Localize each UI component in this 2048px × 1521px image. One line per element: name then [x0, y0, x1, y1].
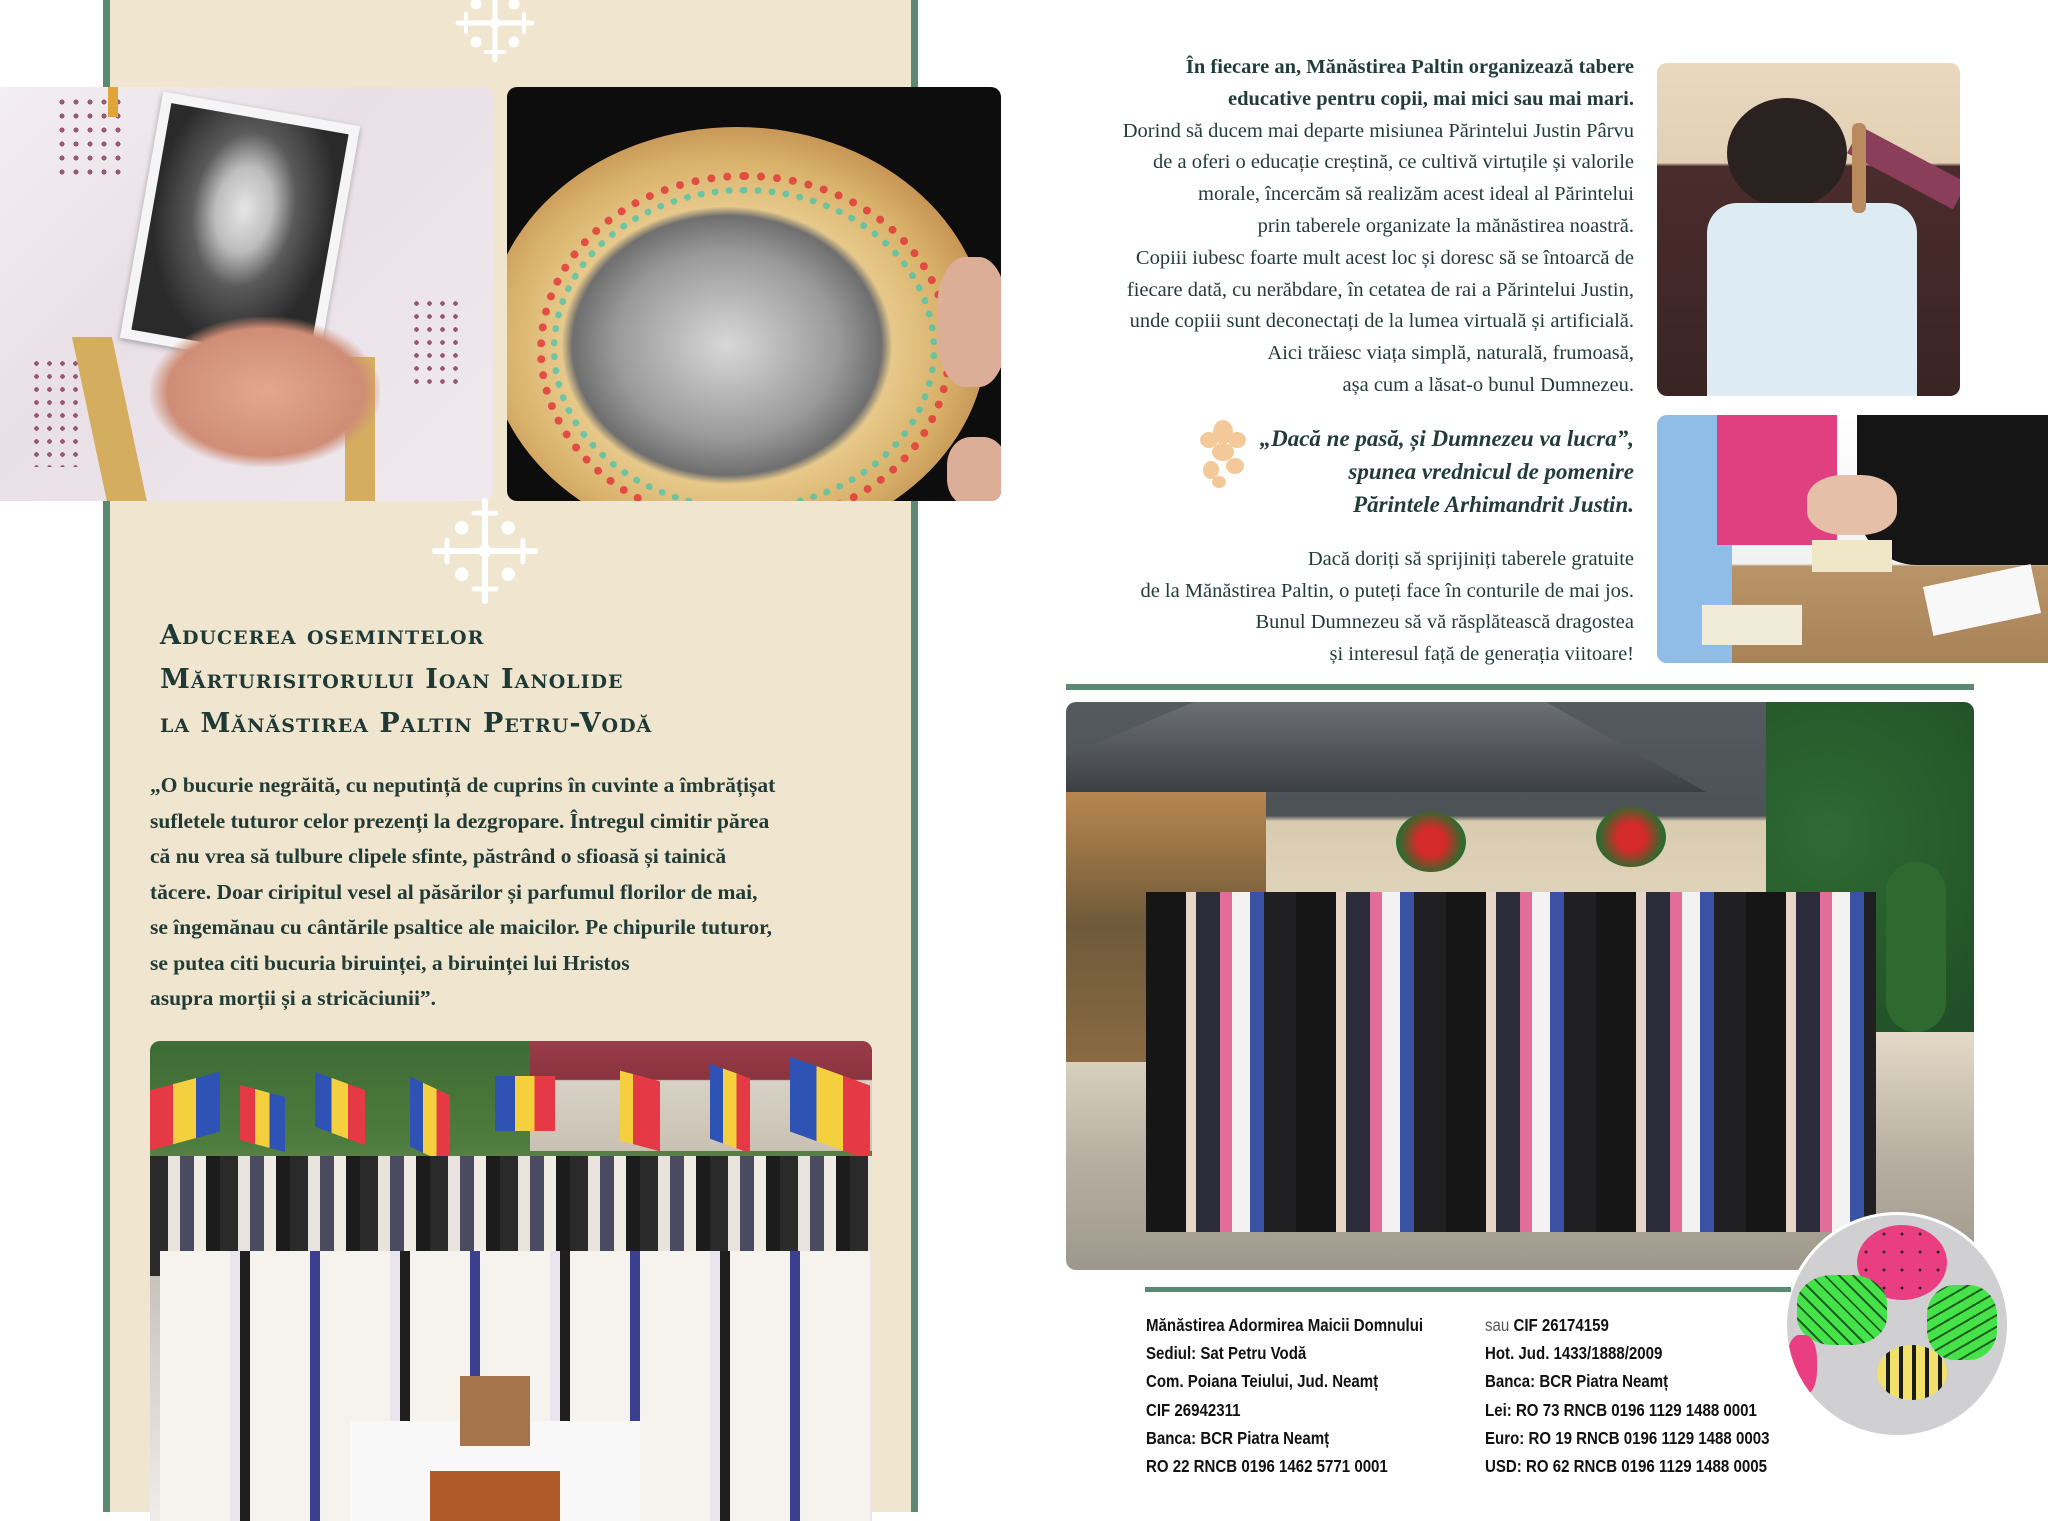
intro-line: morale, încercăm să realizăm acest ideal al Părintelui	[1198, 183, 1634, 206]
photo-coliva-with-portrait	[507, 87, 1001, 501]
flag	[240, 1085, 285, 1152]
flag	[495, 1076, 555, 1131]
intro-line: prin taberele organizate la mănăstirea noastră.	[1257, 214, 1634, 237]
bank-info-line: Sediul: Sat Petru Vodă	[1146, 1343, 1307, 1364]
flag	[315, 1072, 365, 1145]
article-quote	[150, 768, 850, 1017]
iban-line: USD: RO 62 RNCB 0196 1129 1488 0005	[1485, 1456, 1767, 1477]
heading-line: Aducerea osemintelor	[160, 620, 485, 651]
lectern	[430, 1471, 560, 1521]
support-line: de la Mănăstirea Paltin, o puteți face în conturile de mai jos.	[1140, 579, 1634, 602]
quote-line: sufletele tuturor celor prezenți la dezgropare. Întregul cimitir părea	[150, 808, 770, 833]
monastery-name: Mănăstirea Adormirea Maicii Domnului	[1146, 1315, 1424, 1335]
hands	[1807, 475, 1897, 535]
bank-info-line: Com. Poiana Teiului, Jud. Neamț	[1146, 1371, 1379, 1392]
heading-line: la Mănăstirea Paltin Petru-Vodă	[160, 708, 653, 739]
embroidery-motif	[30, 357, 85, 467]
heading-line: Mărturisitorului Ioan Ianolide	[160, 664, 624, 695]
intro-bold-line: În fiecare an, Mănăstirea Paltin organizează tabere	[1185, 56, 1634, 78]
alt-prefix: sau	[1485, 1315, 1510, 1335]
motto-quote	[1114, 422, 1634, 521]
gold-stripe	[108, 87, 118, 117]
ladybug-stone	[1787, 1335, 1817, 1395]
intro-line: Dorind să ducem mai departe misiunea Părintelui Justin Pârvu	[1122, 119, 1634, 142]
church-roof	[1066, 702, 1706, 792]
quote-line: se putea citi bucuria biruinței, a biruinței lui Hristos	[150, 950, 630, 975]
intro-line: unde copiii sunt deconectați de la lumea virtuală și artificială.	[1129, 310, 1634, 333]
camp-intro-text	[1014, 52, 1634, 402]
article-heading	[160, 614, 860, 746]
bank-info-column-2	[1485, 1311, 1769, 1480]
flag	[150, 1072, 220, 1151]
hand	[937, 257, 1001, 387]
alt-cif: CIF 26174159	[1513, 1315, 1609, 1335]
motto-line: „Dacă ne pasă, și Dumnezeu va lucra”,	[1259, 426, 1634, 451]
reliquary-box	[460, 1376, 530, 1446]
motto-line: spunea vrednicul de pomenire	[1348, 459, 1634, 484]
cypress-tree	[1886, 862, 1946, 1032]
right-border	[911, 501, 918, 1512]
support-line: și interesul față de generația viitoare!	[1329, 642, 1634, 665]
wood-block	[1702, 605, 1802, 645]
bank-info-line: Hot. Jud. 1433/1888/2009	[1485, 1343, 1663, 1364]
mallet	[1852, 123, 1866, 213]
intro-line: de a oferi o educație creștină, ce cultivă virtuțile și valorile	[1153, 151, 1634, 174]
leaf-stone	[1927, 1285, 1997, 1360]
bank-info-column-1	[1146, 1311, 1423, 1480]
intro-line: Aici trăiesc viața simplă, naturală, frumoasă,	[1267, 342, 1634, 365]
iban-line: Euro: RO 19 RNCB 0196 1129 1488 0003	[1485, 1427, 1770, 1448]
flower-basket	[1396, 812, 1466, 872]
child-shirt	[1707, 203, 1917, 396]
iban-line: RO 22 RNCB 0196 1462 5771 0001	[1146, 1456, 1388, 1477]
photo-ceremony	[150, 1041, 872, 1521]
bank-info-line: Banca: BCR Piatra Neamț	[1146, 1427, 1330, 1448]
intro-line: Copiii iubesc foarte mult acest loc și doresc să se întoarcă de	[1135, 246, 1634, 269]
bank-info-line: CIF 26942311	[1146, 1399, 1241, 1420]
left-border	[103, 501, 110, 1512]
motto-line: Părintele Arhimandrit Justin.	[1353, 492, 1634, 517]
flag	[410, 1077, 450, 1166]
photo-painted-stones	[1784, 1212, 2010, 1438]
flag	[710, 1064, 750, 1154]
bank-info-line: Banca: BCR Piatra Neamț	[1485, 1371, 1669, 1392]
support-text	[1014, 544, 1634, 670]
quote-line: că nu vrea să tulbure clipele sfinte, păstrând o sfioasă și tainică	[150, 844, 727, 868]
photo-hands-holding-portrait	[0, 87, 493, 501]
embroidery-motif	[410, 297, 465, 387]
candy-ring	[551, 187, 937, 501]
ornamental-cross-icon	[430, 496, 540, 606]
support-line: Bunul Dumnezeu să vă răsplătească dragostea	[1255, 611, 1634, 634]
bank-info-divider	[1145, 1287, 1791, 1292]
intro-line: așa cum a lăsat-o bunul Dumnezeu.	[1342, 373, 1634, 396]
wood-block	[1812, 540, 1892, 572]
section-divider	[1066, 684, 1974, 690]
hand	[947, 437, 1001, 501]
ornamental-cross-icon	[450, 0, 540, 68]
flower-basket	[1596, 807, 1666, 867]
photo-wood-carving	[1657, 415, 2048, 663]
stencil	[1923, 564, 2041, 636]
quote-line: asupra morții și a stricăciunii”.	[150, 986, 437, 1010]
photo-group-children-nuns	[1066, 702, 1974, 1270]
quote-line: tăcere. Doar ciripitul vesel al păsărilor și parfumul florilor de mai,	[150, 879, 758, 904]
intro-bold-line: educative pentru copii, mai mici sau mai mari.	[1228, 87, 1634, 110]
left-border-top	[103, 0, 110, 88]
quote-line: se îngemănau cu cântările psaltice ale maicilor. Pe chipurile tuturor,	[150, 915, 773, 939]
iban-line: Lei: RO 73 RNCB 0196 1129 1488 0001	[1485, 1399, 1757, 1420]
flag	[620, 1071, 660, 1152]
group-of-people	[1146, 892, 1876, 1232]
right-border-top	[911, 0, 918, 88]
support-line: Dacă doriți să sprijiniți taberele gratuite	[1307, 548, 1634, 570]
hands	[150, 317, 380, 467]
intro-line: fiecare dată, cu nerăbdare, în cetatea de rai a Părintelui Justin,	[1126, 278, 1634, 301]
child-hair	[1727, 98, 1847, 208]
quote-line: „O bucurie negrăită, cu neputință de cuprins în cuvinte a îmbrățișat	[150, 773, 776, 797]
bee-stone	[1877, 1345, 1947, 1400]
leaf-stone	[1797, 1275, 1887, 1345]
photo-child-hammer	[1657, 63, 1960, 396]
